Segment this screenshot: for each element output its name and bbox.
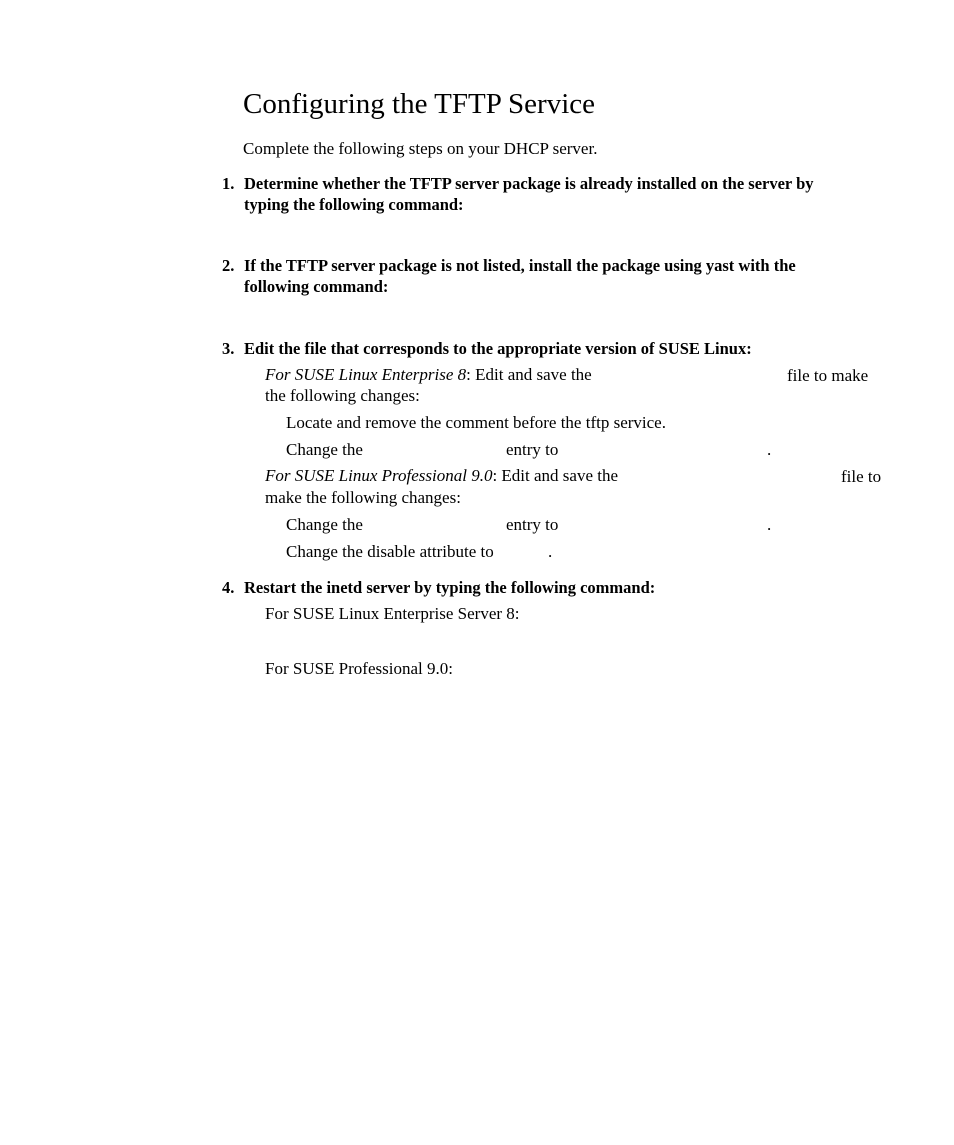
step-text-line1: Edit the file that corresponds to the appropriate version of SUSE Linux: xyxy=(244,339,752,358)
step4-pro90-label: For SUSE Professional 9.0: xyxy=(265,659,453,678)
step-number: 2. xyxy=(222,256,235,275)
pro90-change-1a: Change the xyxy=(286,515,363,534)
pro90-change-2b: . xyxy=(548,542,553,561)
sles8-change-2a: Change the xyxy=(286,440,363,459)
step-1 xyxy=(222,173,885,215)
step-text-line2: following command: xyxy=(244,277,389,296)
intro-text: Complete the following steps on your DHCP server. xyxy=(243,139,598,158)
step-text-line1: Restart the inetd server by typing the following command: xyxy=(244,578,656,597)
step-text-line1: If the TFTP server package is not listed, install the package using yast with the xyxy=(244,256,796,275)
step-number: 1. xyxy=(222,174,235,193)
pro90-text-c: make the following changes: xyxy=(265,488,461,507)
sles8-text-c: the following changes: xyxy=(265,386,420,405)
sles8-label: For SUSE Linux Enterprise 8 xyxy=(265,365,467,384)
pro90-change-1c: . xyxy=(767,515,772,534)
pro90-text-b: file to xyxy=(841,467,882,486)
sles8-text-a: : Edit and save the xyxy=(466,365,592,384)
pro90-label: For SUSE Linux Professional 9.0 xyxy=(265,466,493,485)
sles8-change-2c: . xyxy=(767,440,772,459)
step-number: 3. xyxy=(222,339,235,358)
pro90-text-a: : Edit and save the xyxy=(492,466,619,485)
step-text-line1: Determine whether the TFTP server package is already installed on the server by xyxy=(244,174,814,193)
section-title: Configuring the TFTP Service xyxy=(243,88,595,120)
pro90-instruction xyxy=(265,466,885,486)
step-number: 4. xyxy=(222,578,235,597)
sles8-change-1: Locate and remove the comment before the tftp service. xyxy=(286,413,666,432)
step-3 xyxy=(222,338,885,359)
sles8-text-b: file to make xyxy=(787,366,869,385)
step-4 xyxy=(222,577,885,598)
pro90-change-1b: entry to xyxy=(506,515,559,534)
step-2 xyxy=(222,255,885,297)
step-text-line2: typing the following command: xyxy=(244,195,464,214)
pro90-change-2a: Change the disable attribute to xyxy=(286,542,494,561)
sles8-change-2b: entry to xyxy=(506,440,559,459)
step4-sles8-label: For SUSE Linux Enterprise Server 8: xyxy=(265,604,520,623)
